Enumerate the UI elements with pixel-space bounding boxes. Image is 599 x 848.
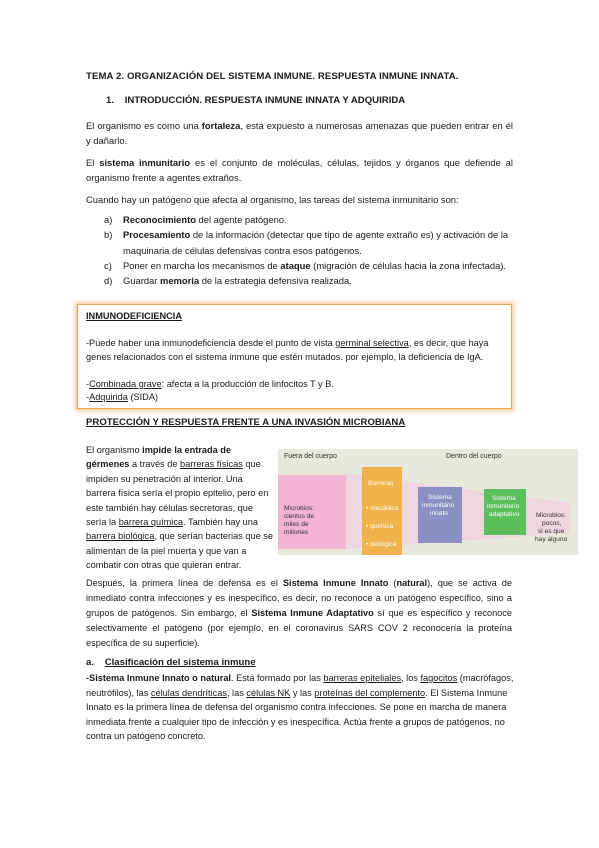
p2-bold: sistema inmunitario: [99, 157, 191, 168]
paragraph-sistema-inmunitario: [86, 155, 513, 186]
list-item-text-pre: Guardar: [123, 275, 160, 287]
subsection-label: a.: [86, 657, 95, 668]
adaptive-line: Sistema: [492, 495, 516, 502]
p5-bold-natural: natural: [396, 578, 428, 588]
p6-text-j: y las: [290, 687, 315, 698]
section-1-title: INTRODUCCIÓN. RESPUESTA INMUNE INNATA Y ADQUIRIDA: [124, 95, 406, 106]
box-line2-b: : afecta a la producción de linfocitos T y B.: [161, 379, 334, 389]
list-item-label: b): [104, 229, 113, 241]
p1-bold: fortaleza: [201, 120, 241, 131]
paragraph-sistema-innato: [86, 671, 516, 744]
list-item-text: de la información (detectar que tipo de agente extraño es) y activación de la maquinaria de células defensivas contra esos patógenos.: [123, 229, 509, 256]
list-item-text: del agente patógeno.: [195, 214, 287, 225]
innate-line: innato: [430, 510, 448, 517]
microbes-many-region: [278, 475, 346, 549]
barrier-item: • química: [366, 523, 394, 530]
section-1-heading: [106, 95, 405, 106]
section-2-heading: PROTECCIÓN Y RESPUESTA FRENTE A UNA INVASIÓN MICROBIANA: [86, 417, 406, 428]
p6-underline-dendriticas: células dendríticas: [150, 687, 227, 698]
p6-underline-complemento: proteínas del complemento: [314, 687, 426, 698]
p5-text-c: (: [388, 578, 397, 588]
innate-line: Sistema: [428, 494, 452, 501]
list-item-label: c): [104, 259, 112, 271]
list-item: [86, 212, 516, 227]
p6-underline-fagocitos: fagocitos: [420, 673, 458, 683]
microbes-few-line: pocos,: [542, 520, 562, 527]
paragraph-tareas-intro: Cuando hay un patógeno que afecta al organismo, las tareas del sistema inmunitario son:: [86, 194, 459, 205]
section-1-number: 1.: [106, 95, 115, 106]
adaptive-line: adaptativo: [489, 511, 520, 518]
microbes-few-line: si es que: [538, 528, 565, 535]
p6-bold: -Sistema Inmune Innato o natural: [86, 673, 231, 683]
p6-underline-barreras: barreras epiteliales: [323, 673, 402, 683]
document-title: TEMA 2. ORGANIZACIÓN DEL SISTEMA INMUNE. RESPUESTA INMUNE INNATA.: [86, 71, 459, 82]
p6-text-b: . Está formado por las: [230, 673, 324, 683]
barrier-item: • biológica: [366, 541, 397, 548]
box-line-germinal: [86, 337, 506, 364]
p6-underline-nk: células NK: [246, 687, 291, 698]
box-dash: -: [86, 392, 90, 402]
p6-text-h: , las: [226, 687, 247, 698]
p5-text-a: Después, la primera línea de defensa es el: [86, 578, 283, 588]
p4-text-a: El organismo: [86, 445, 143, 455]
p4-text-e: que impiden su penetración al interior. Una barrera física sería el propio epitelio, pero en este también hay células secretoras, que sería la: [86, 459, 269, 528]
list-item-text-pre: Poner en marcha los mecanismos de: [123, 259, 281, 271]
list-item-text: (migración de células hacia la zona infectada).: [310, 259, 507, 271]
p6-text-l: . El Sistema Inmune Innato es la primera línea de defensa del organismo contra infecciones. Se pone en marcha de manera inmediata frente a cualquier tipo de infección y es inespecífica. Actúa frente a grupos de patógenos, no contra un patógeno concreto.: [86, 687, 508, 742]
list-item: [86, 258, 516, 273]
list-item-bold: memoria: [160, 275, 200, 287]
p4-underline-biologica: barrera biológica: [86, 531, 155, 542]
inmunodeficiencia-box: [77, 304, 512, 409]
box-line-combinada: [86, 378, 506, 392]
barriers-title: Barreras: [368, 480, 394, 487]
box-line1-b: , es decir, que haya genes relacionados con el sistema inmune que estén mutados. por ejemplo, la deficiencia de IgA.: [86, 338, 489, 362]
p5-bold-innato: Sistema Inmune Innato: [282, 578, 389, 588]
p4-underline-quimica: barrera química: [118, 517, 184, 528]
box-line3-underline: Adquirida: [89, 392, 128, 402]
list-item-label: d): [104, 275, 113, 287]
p4-text-i: , que serían bacterias que se alimentan de la piel muerta y que van a combatir con otras que quieran entrar.: [86, 531, 273, 571]
p4-bold: impide la entrada de gérmenes: [86, 445, 232, 470]
list-item-label: a): [104, 214, 113, 225]
subsection-title: Clasificación del sistema inmune: [104, 657, 256, 668]
box-line2-underline: Combinada grave: [89, 379, 162, 389]
p5-text-e: ), que se activa de inmediato contra infecciones y es inespecífico, es decir, no reconoce a un patógeno específico, sino a grupos de patógenos. Sin embargo, el: [86, 578, 512, 618]
microbes-many-line: Microbios:: [284, 505, 315, 512]
list-item-bold: Procesamiento: [123, 229, 191, 241]
list-item-text: de la estrategia defensiva realizada.: [199, 275, 352, 287]
box-line3-b: (SIDA): [127, 392, 159, 402]
p4-text-g: . También hay una: [183, 517, 258, 528]
label-inside: Dentro del cuerpo: [446, 453, 502, 460]
p6-text-f: (macrófagos, neutrófilos), las: [86, 673, 514, 698]
box-dash: -: [86, 379, 90, 389]
paragraph-fortaleza: [86, 118, 513, 149]
p1-text-a: El organismo es como una: [86, 120, 202, 131]
innate-line: inmunitario: [422, 502, 455, 509]
label-outside: Fuera del cuerpo: [284, 453, 337, 460]
box-line1-a: -Puede haber una inmunodeficiencia desde el punto de vista: [86, 338, 336, 348]
adaptive-line: inmunitario: [487, 503, 520, 510]
box-heading: INMUNODEFICIENCIA: [86, 311, 182, 321]
microbes-few-line: hay alguno: [535, 536, 568, 543]
list-item-bold: ataque: [280, 259, 311, 271]
barrier-item: • mecánica: [366, 505, 399, 512]
list-item: [86, 273, 516, 288]
p2-text-c: es el conjunto de moléculas, células, tejidos y órganos que defiende al organismo frente a agentes extraños.: [86, 157, 513, 184]
box-line-adquirida: [86, 391, 506, 405]
p1-text-c: , está expuesto a numerosas amenazas que pueden entrar en él y dañarlo.: [86, 120, 513, 147]
p4-underline-fisicas: barreras físicas: [179, 459, 243, 470]
p4-text-c: a través de: [129, 459, 180, 470]
microbes-many-line: miles de: [284, 521, 309, 528]
p5-bold-adaptativo: Sistema Inmune Adaptativo: [251, 608, 374, 618]
p2-text-a: El: [86, 157, 100, 168]
subsection-heading: [86, 657, 256, 668]
paragraph-barreras: [86, 443, 274, 573]
p6-text-d: , los: [401, 673, 421, 683]
box-line1-underline: germinal selectiva: [335, 338, 409, 348]
microbes-many-line: cientos de: [284, 513, 315, 520]
list-item: [86, 227, 516, 258]
p5-text-g: sí que es específico y reconoce selectivamente el patógeno (por ejemplo, en el coronavirus SARS COV 2 reconocería la proteína específica de su superficie).: [86, 608, 512, 648]
paragraph-innato-adaptativo: [86, 576, 512, 651]
immune-defense-diagram: [278, 449, 578, 555]
microbes-few-line: Microbios:: [536, 512, 567, 519]
tasks-list: [86, 212, 516, 288]
list-item-bold: Reconocimiento: [123, 214, 196, 225]
microbes-many-line: millones: [284, 529, 309, 536]
